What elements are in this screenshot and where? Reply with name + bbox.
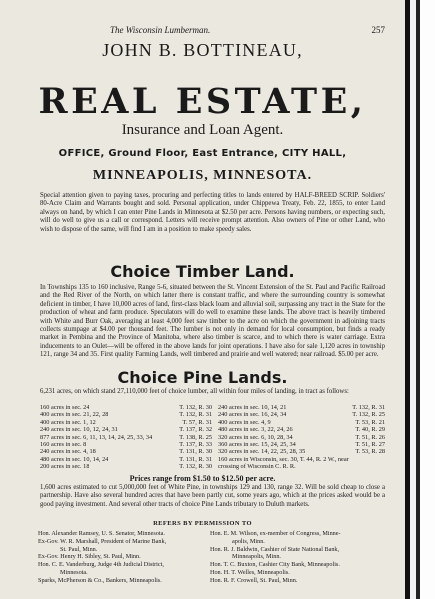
reference-line: Hon. R. J. Baldwin, Cashier of State National Bank, (210, 545, 340, 553)
tract-row: 877 acres in sec. 6, 11, 13, 14, 24, 25, 33, 34 T. 138, R. 25 (40, 433, 212, 441)
pine-tracts-right (218, 404, 385, 471)
tract-row: 360 acres in sec. 15, 24, 25, 34 T. 51, R. 27 (218, 441, 385, 449)
tract-row: 160 acres in sec. 8 T. 137, R. 33 (40, 441, 212, 449)
running-header (40, 25, 385, 37)
reference-line: Minnesota. (60, 568, 88, 576)
tract-row: 480 acres in sec. 3, 22, 24, 26 T. 40, R. 29 (218, 426, 385, 434)
reference-line: Ex-Gov. Henry H. Sibley, St. Paul, Minn. (38, 553, 141, 561)
reference-line: Hon. R. F. Crowell, St. Paul, Minn. (210, 576, 298, 584)
pine-paragraph: 1,600 acres estimated to cut 5,000,000 feet of White Pine, in townships 129 and 130, range 32. Will be sold cheap to close a partnership. Have also several hundred acres that have been partly cut, some years ago, which at the prices asked would be a good paying investment. And several other tracts of choice Pine Lands tributary to Duluth markets. (40, 484, 385, 508)
reference-line: Hon. C. E. Vanderburg, Judge 4th Judicial District, (38, 561, 164, 569)
reference-line: St. Paul, Minn. (60, 545, 98, 553)
tract-row: 160 acres in sec. 24 T. 132, R. 30 (40, 404, 212, 411)
tract-row: 240 acres in sec. 16, 24, 34 T. 132, R. 25 (218, 411, 385, 419)
running-head-title: The Wisconsin Lumberman. (110, 25, 211, 35)
tract-row: 400 acres in sec. 1, 12 T. 57, R. 31 (40, 418, 212, 426)
reference-line: Minneapolis, Minn. (232, 553, 281, 561)
reference-line: Hon. E. M. Wilson, ex-member of Congress, Minne- (210, 530, 341, 537)
business-title: REAL ESTATE, (38, 81, 367, 122)
tract-row: 400 acres in sec. 21, 22, 28 T. 132, R. 31 (40, 411, 212, 419)
pine-intro: 6,231 acres, on which stand 27,110,000 feet of choice lumber, all within four miles of landing, in tract as follows: (40, 388, 349, 395)
pine-heading: Choice Pine Lands. (117, 368, 288, 387)
tract-row: 240 acres in sec. 4, 18 T. 131, R. 30 (40, 448, 212, 456)
intro-paragraph: Special attention given to paying taxes, procuring and perfecting titles to lands entered by HALF-BREED SCRIP. Soldiers' 80-Acre Claim and Warrants bought and sold. Personal application, under Chippewa Treaty, Feb. 22, 1855, to enter Land always on hand, by which I can enter Pine Lands in Minnesota at $2.50 per acre. Persons having numbers, or expecting such, will do well to give us a call or correspond. Letters will receive prompt attention. Also owners of Pine or other Land, who wish to dispose of the same, will find I am in a position to make speedy sales. (40, 192, 385, 233)
business-subtitle: Insurance and Loan Agent. (121, 122, 284, 138)
timber-heading: Choice Timber Land. (110, 262, 295, 281)
pine-tracts-left (40, 404, 212, 471)
reference-line: Ex-Gov. W. R. Marshall, President of Marine Bank, (38, 537, 167, 545)
timber-paragraph: In Townships 135 to 160 inclusive, Range 5-6, situated between the St. Vincent Extension of the St. Paul and Pacific Railroad and the Red River of the North, on which latter there is constant traffic, and where the surrounding country is somewhat deficient in timber, I have 10,000 acres of land, first-class black loam and alluvial soil, surpassing any tract in the State for the production of wheat and farm produce. Speculators will do well to examine these lands. The above tract is heavily timbered with White and Burr Oak, averaging at least 4,000 feet saw timber to the acre on which the government in adjoining tracts collects stumpage at $4.00 per thousand feet. The lumber is not only in demand for local consumption, but finds a ready market in Pembina and the Province of Manitoba, where also timber is scarce, and to which there is water carriage. Extra inducements to an Oulet—will be offered in the above lands for joint operations. I have also for sale 1,120 acres in township 121, range 34 and 35. First quality Farming Lands, well timbered and prairie and well watered; near railroad. $5.00 per acre. (40, 284, 385, 359)
office-address: OFFICE, Ground Floor, East Entrance, CITY HALL, (58, 148, 347, 159)
tract-row: 480 acres in sec. 10, 14, 24 T. 131, R. 31 (40, 455, 212, 463)
tract-row: 320 acres in sec. 6, 10, 28, 34 T. 51, R. 26 (218, 433, 385, 441)
tract-row: 200 acres in sec. 18 T. 132, R. 30 (40, 463, 212, 471)
page-stack-edge (420, 0, 435, 599)
references-heading: REFERS BY PERMISSION TO (153, 520, 252, 527)
reference-line: Hon. Alexander Ramsey, U. S. Senator, Minnesota. (38, 530, 165, 537)
tract-row: 320 acres in sec. 14, 22, 25, 28, 35 T. 53, R. 28 (218, 448, 385, 456)
tract-row: 160 acres in Wisconsin, sec. 30, T. 44, R. 2 W., near (218, 455, 349, 463)
tract-row: 400 acres in sec. 4, 9 T. 53, R. 21 (218, 418, 385, 426)
city-line: MINNEAPOLIS, MINNESOTA. (92, 168, 313, 183)
tract-row: crossing of Wisconsin C. R. R. (218, 463, 296, 471)
tract-row: 240 acres in sec. 10, 12, 24, 31 T. 137, R. 32 (40, 426, 212, 434)
reference-line: Hon. T. C. Buxton, Cashier City Bank, Minneapolis. (210, 561, 340, 569)
page-number: 257 (371, 25, 385, 35)
reference-line: Hon. H. T. Welles, Minneapolis. (210, 568, 290, 576)
references-right (210, 530, 390, 585)
price-range: Prices range from $1.50 to $12.50 per acre. (129, 474, 276, 483)
tract-row: 240 acres in sec. 10, 14, 21 T. 132, R. 31 (218, 404, 385, 411)
references-left (38, 530, 206, 585)
reference-line: apolis, Minn. (232, 537, 265, 545)
reference-line: Sparks, McPherson & Co., Bankers, Minneapolis. (38, 576, 162, 584)
proprietor-name: JOHN B. BOTTINEAU, (102, 40, 303, 60)
